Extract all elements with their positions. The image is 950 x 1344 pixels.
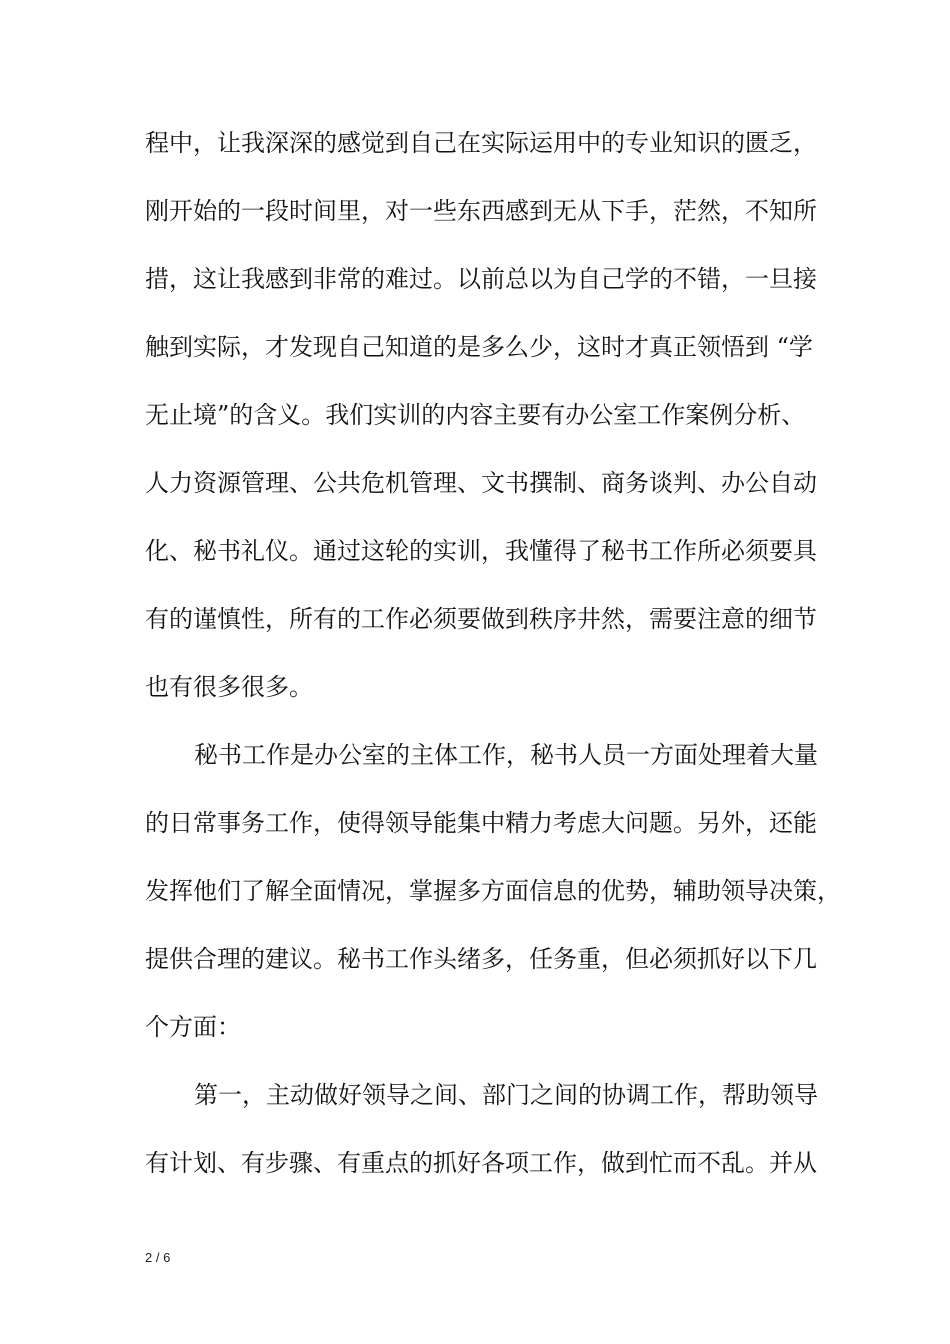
text-line: 有的谨慎性，所有的工作必须要做到秩序井然，需要注意的细节 [145,605,817,633]
text-line: 人力资源管理、公共危机管理、文书撰制、商务谈判、办公自动 [145,469,817,497]
text-line: 的日常事务工作，使得领导能集中精力考虑大问题。另外，还能 [145,809,817,837]
text-line: 个方面： [145,1013,241,1041]
paragraph-first-line: 秘书工作是办公室的主体工作，秘书人员一方面处理着大量 [194,741,818,769]
text-line: 触到实际，才发现自己知道的是多么少，这时才真正领悟到 “学 [145,333,813,361]
text-line: 有计划、有步骤、有重点的抓好各项工作，做到忙而不乱。并从 [145,1149,817,1177]
page-number: 2 / 6 [145,1250,171,1265]
text-line: 措，这让我感到非常的难过。以前总以为自己学的不错，一旦接 [145,265,817,293]
text-line: 化、秘书礼仪。通过这轮的实训，我懂得了秘书工作所必须要具 [145,537,817,565]
text-line: 程中，让我深深的感觉到自己在实际运用中的专业知识的匮乏， [145,129,817,157]
text-line: 也有很多很多。 [145,673,313,701]
text-line: 无止境”的含义。我们实训的内容主要有办公室工作案例分析、 [145,401,806,429]
paragraph-first-line: 第一，主动做好领导之间、部门之间的协调工作，帮助领导 [194,1081,818,1109]
text-line: 刚开始的一段时间里，对一些东西感到无从下手，茫然，不知所 [145,197,817,225]
text-line: 提供合理的建议。秘书工作头绪多，任务重，但必须抓好以下几 [145,945,817,973]
text-line: 发挥他们了解全面情况，掌握多方面信息的优势，辅助领导决策， [145,877,841,905]
